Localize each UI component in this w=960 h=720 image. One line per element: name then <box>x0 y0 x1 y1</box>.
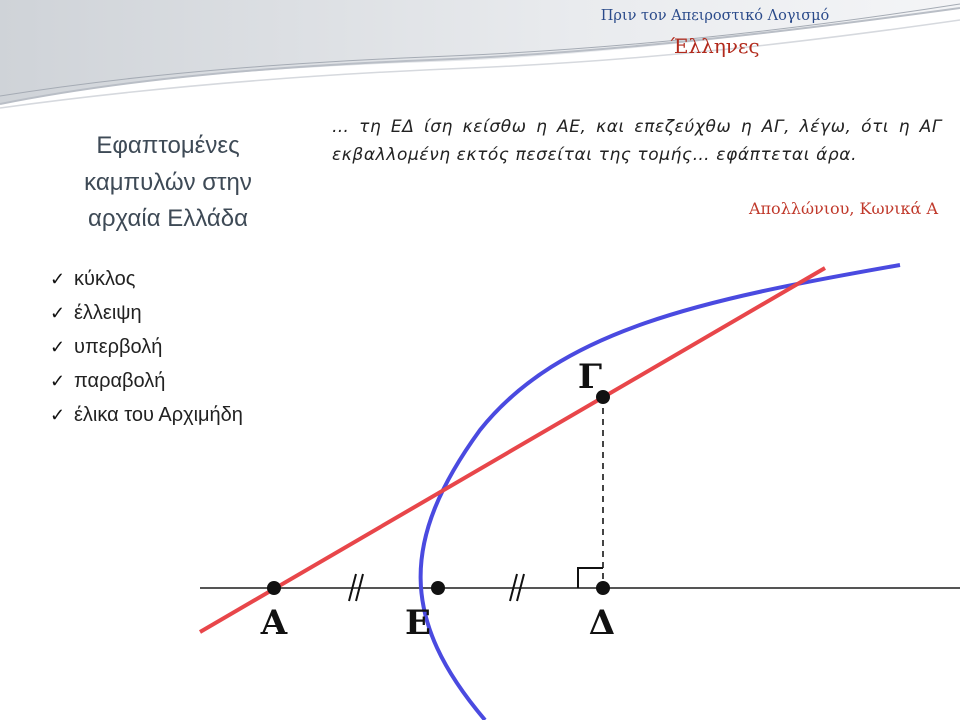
check-icon: ✓ <box>50 303 66 323</box>
check-icon: ✓ <box>50 337 66 357</box>
list-item-label: έλικα του Αρχιμήδη <box>74 404 243 426</box>
list-item-label: έλλειψη <box>74 302 142 324</box>
slide-title-line: καμπυλών στην <box>84 168 252 196</box>
parabola-curve <box>421 265 900 720</box>
list-item-label: κύκλος <box>74 268 136 290</box>
point-delta <box>596 581 610 595</box>
quote-citation: Απολλώνιου, Κωνικά Α <box>748 199 938 218</box>
label-delta: Δ <box>588 603 616 643</box>
check-icon: ✓ <box>50 371 66 391</box>
slide-title-line: αρχαία Ελλάδα <box>88 205 248 232</box>
point-a <box>267 581 281 595</box>
header-title: Πριν τον Απειροστικό Λογισμό <box>600 8 830 24</box>
slide-title-line: Εφαπτομένες <box>96 132 240 159</box>
apollonius-quote: … τη ΕΔ ίση κείσθω η ΑΕ, και επεζεύχθω η ΑΓ, λέγω, ότι η ΑΓ εκβαλλομένη εκτός πεσείται της τομής… εφάπτεται άρα. <box>332 117 942 165</box>
check-icon: ✓ <box>50 269 66 289</box>
header-subtitle: Έλληνες <box>670 34 760 58</box>
label-gamma: Γ <box>577 357 603 397</box>
check-icon: ✓ <box>50 405 66 425</box>
label-a: Α <box>260 603 288 643</box>
tangent-line <box>200 268 825 632</box>
label-e: Ε <box>405 603 431 643</box>
point-e <box>431 581 445 595</box>
list-item-label: παραβολή <box>74 370 166 392</box>
list-item-label: υπερβολή <box>74 336 163 358</box>
